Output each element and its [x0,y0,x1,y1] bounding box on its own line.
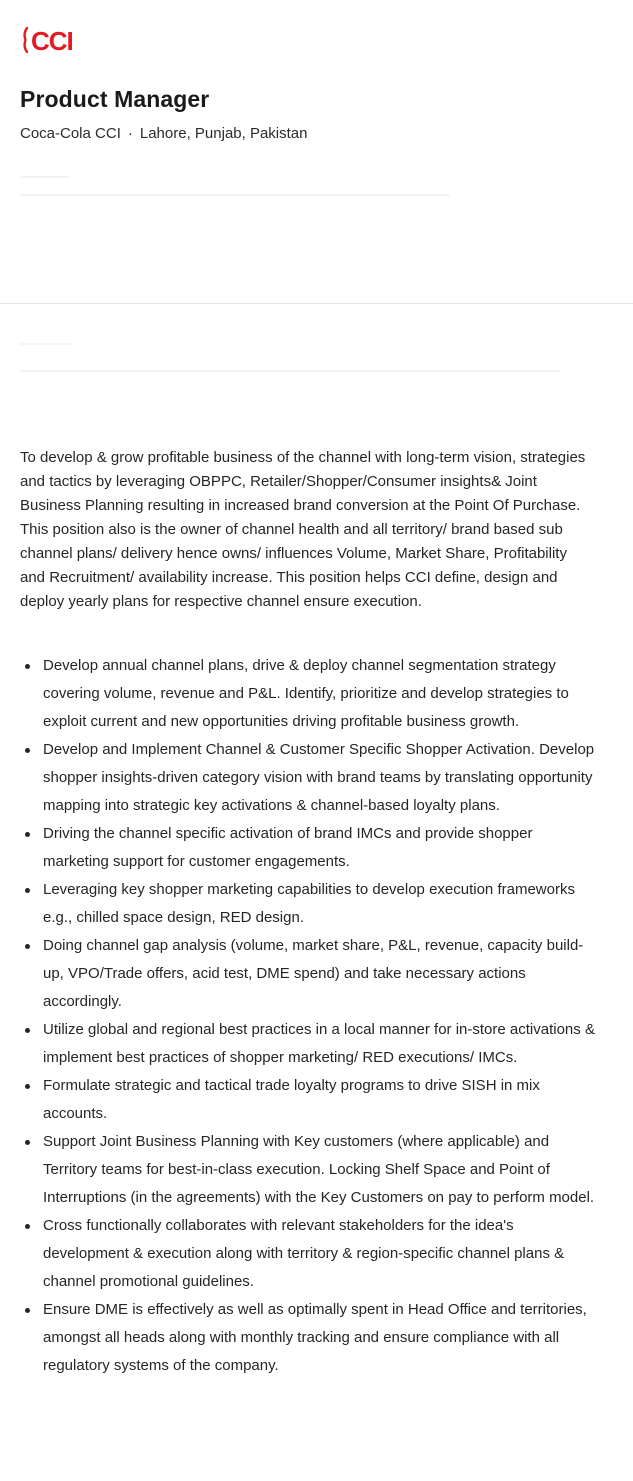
bullet-icon [25,888,30,893]
list-item: Driving the channel specific activation of brand IMCs and provide shopper marketing support for customer engagements. [20,820,595,876]
bullet-icon [25,1084,30,1089]
company-name-link[interactable]: Coca-Cola CCI [20,125,121,142]
placeholder-line [20,176,70,178]
bullet-icon [25,1308,30,1313]
list-item: Develop annual channel plans, drive & deploy channel segmentation strategy covering volume, revenue and P&L. Identify, prioritize and develop strategies to exploit current and new opportunities driving profitable business growth. [20,652,595,736]
bullet-icon [25,748,30,753]
bullet-icon [25,944,30,949]
bullet-icon [25,1028,30,1033]
list-item: Doing channel gap analysis (volume, market share, P&L, revenue, capacity build-up, VPO/Trade offers, acid test, DME spend) and take necessary actions accordingly. [20,932,595,1016]
job-subtitle [20,125,308,142]
placeholder-line [20,343,70,345]
bullet-icon [25,1140,30,1145]
bullet-icon [25,1224,30,1229]
bullet-icon [25,832,30,837]
company-logo-text: CCI [31,26,73,56]
job-description [20,446,595,1380]
list-item: Formulate strategic and tactical trade loyalty programs to drive SISH in mix accounts. [20,1072,595,1128]
list-item: Utilize global and regional best practices in a local manner for in-store activations & implement best practices of shopper marketing/ RED executions/ IMCs. [20,1016,595,1072]
placeholder-line [20,194,450,196]
job-location: Lahore, Punjab, Pakistan [139,125,308,142]
list-item: Develop and Implement Channel & Customer Specific Shopper Activation. Develop shopper insights-driven category vision with brand teams by translating opportunity mapping into strategic key activations & channel-based loyalty plans. [20,736,595,820]
company-logo[interactable] [21,20,93,60]
job-title: Product Manager [20,86,210,112]
job-top-card [0,0,633,304]
list-item: Support Joint Business Planning with Key customers (where applicable) and Territory teams for best-in-class execution. Locking Shelf Space and Point of Interruptions (in the agreements) with the Key Customers on pay to perform model. [20,1128,595,1212]
placeholder-line [20,370,560,372]
job-summary: To develop & grow profitable business of the channel with long-term vision, strategies and tactics by leveraging OBPPC, Retailer/Shopper/Consumer insights& Joint Business Planning resulting in increased brand conversion at the Point Of Purchase. This position also is the owner of channel health and all territory/ brand based sub channel plans/ delivery hence owns/ influences Volume, Market Share, Profitability and Recruitment/ availability increase. This position helps CCI define, design and deploy yearly plans for respective channel ensure execution. [20,449,586,610]
bullet-icon [25,664,30,669]
list-item: Leveraging key shopper marketing capabilities to develop execution frameworks e.g., chilled space design, RED design. [20,876,595,932]
responsibilities-list [20,652,595,1380]
list-item: Cross functionally collaborates with relevant stakeholders for the idea's development & execution along with territory & region-specific channel plans & channel promotional guidelines. [20,1212,595,1296]
separator-dot: · [127,125,133,142]
list-item: Ensure DME is effectively as well as optimally spent in Head Office and territories, amongst all heads along with monthly tracking and ensure compliance with all regulatory systems of the company. [20,1296,595,1380]
